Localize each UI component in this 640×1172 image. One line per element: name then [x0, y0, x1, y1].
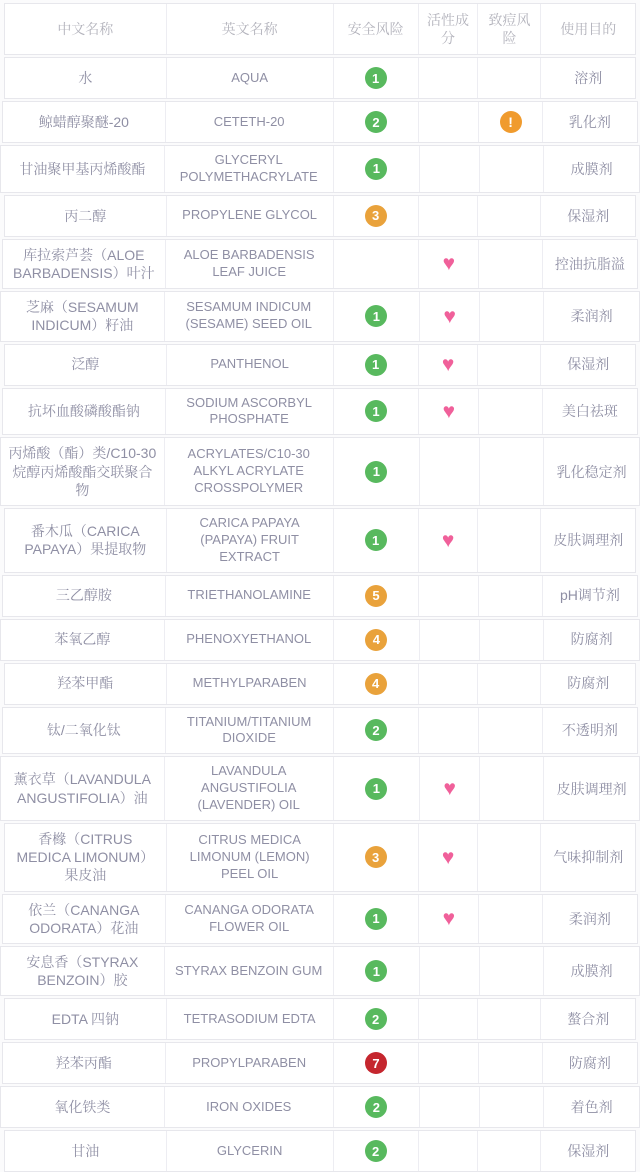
cell-chinese-name: 芝麻（SESAMUM INDICUM）籽油 [25, 299, 139, 334]
warning-exclamation-icon: ! [500, 111, 522, 133]
ingredient-row[interactable] [2, 894, 638, 944]
cell-chinese-name: 安息香（STYRAX BENZOIN）胶 [26, 953, 139, 989]
cell-active-ingredient [418, 576, 478, 616]
cell-chinese-name: 苯氧乙醇 [54, 631, 111, 648]
cell-acne-risk [478, 102, 541, 142]
ingredient-row[interactable] [4, 663, 636, 705]
cell-active-ingredient [418, 708, 478, 754]
cell-chinese-name: 丙烯酸（酯）类/C10-30 烷醇丙烯酸酯交联聚合物 [8, 445, 157, 498]
cell-english-name: SESAMUM INDICUM (SESAME) SEED OIL [164, 292, 333, 340]
ingredient-row[interactable] [4, 998, 636, 1040]
cell-active-ingredient [418, 509, 478, 572]
cell-acne-risk [477, 824, 540, 891]
cell-acne-risk [477, 196, 540, 236]
cell-acne-risk [478, 240, 541, 288]
cell-active-ingredient [418, 58, 478, 98]
cell-chinese-name: 钛/二氧化钛 [46, 722, 121, 739]
cell-english-name: STYRAX BENZOIN GUM [164, 947, 333, 995]
ingredient-row[interactable] [4, 57, 636, 99]
cell-usage-purpose: 防腐剂 [543, 620, 639, 660]
safety-risk-badge: 1 [365, 960, 387, 982]
safety-risk-badge: 1 [365, 158, 387, 180]
cell-chinese-name: 羟苯丙酯 [55, 1055, 112, 1072]
cell-acne-risk [478, 389, 541, 435]
header-safety-risk: 安全风险 [333, 4, 418, 54]
cell-acne-risk [479, 757, 543, 820]
cell-acne-risk [479, 292, 543, 340]
ingredient-row[interactable] [0, 946, 640, 996]
safety-risk-badge: 1 [365, 778, 387, 800]
table-header-row [4, 3, 636, 55]
cell-safety-risk [333, 509, 418, 572]
cell-active-ingredient [419, 438, 480, 505]
cell-acne-risk [478, 576, 541, 616]
cell-active-ingredient [418, 999, 478, 1039]
cell-safety-risk [333, 824, 418, 891]
cell-english-name: AQUA [166, 58, 333, 98]
cell-usage-purpose: 成膜剂 [543, 947, 639, 995]
cell-usage-purpose: 溶剂 [540, 58, 635, 98]
ingredient-row[interactable] [2, 101, 638, 143]
header-active-ingredient: 活性成分 [418, 4, 478, 54]
cell-usage-purpose: 保湿剂 [540, 196, 635, 236]
cell-active-ingredient [418, 1131, 478, 1171]
cell-safety-risk [333, 664, 418, 704]
cell-safety-risk [333, 1131, 418, 1171]
cell-safety-risk [333, 438, 419, 505]
cell-english-name: PROPYLENE GLYCOL [166, 196, 333, 236]
cell-acne-risk [478, 708, 541, 754]
cell-safety-risk [333, 1043, 419, 1083]
cell-english-name: SODIUM ASCORBYL PHOSPHATE [165, 389, 333, 435]
ingredient-row[interactable] [0, 756, 640, 821]
cell-active-ingredient [418, 240, 478, 288]
cell-english-name: TITANIUM/TITANIUM DIOXIDE [165, 708, 333, 754]
heart-icon: ♥ [442, 252, 456, 276]
cell-usage-purpose: 柔润剂 [543, 292, 639, 340]
cell-active-ingredient [419, 947, 480, 995]
cell-chinese-name: 抗坏血酸磷酸酯钠 [27, 403, 140, 420]
safety-risk-badge: 2 [365, 1096, 387, 1118]
cell-usage-purpose: 防腐剂 [542, 1043, 637, 1083]
safety-risk-badge: 1 [365, 67, 387, 89]
cell-acne-risk [477, 58, 540, 98]
cell-active-ingredient [419, 1087, 480, 1127]
safety-risk-badge: 1 [365, 354, 387, 376]
cell-chinese-name: 鲸蜡醇聚醚-20 [38, 113, 129, 130]
safety-risk-badge: 1 [365, 400, 387, 422]
cell-active-ingredient [419, 620, 480, 660]
cell-safety-risk [333, 196, 418, 236]
ingredient-row[interactable] [0, 437, 640, 506]
cell-english-name: PROPYLPARABEN [165, 1043, 333, 1083]
heart-icon: ♥ [442, 907, 456, 931]
cell-english-name: GLYCERIN [166, 1131, 333, 1171]
cell-acne-risk [477, 999, 540, 1039]
ingredient-row[interactable] [0, 145, 640, 193]
ingredient-row[interactable] [2, 575, 638, 617]
cell-english-name: CANANGA ODORATA FLOWER OIL [165, 895, 333, 943]
header-usage-purpose: 使用目的 [540, 4, 635, 54]
cell-chinese-name: 库拉索芦荟（ALOE BARBADENSIS）叶汁 [13, 246, 155, 281]
cell-acne-risk [478, 895, 541, 943]
cell-active-ingredient [418, 1043, 478, 1083]
heart-icon: ♥ [442, 399, 456, 423]
cell-english-name: TETRASODIUM EDTA [166, 999, 333, 1039]
safety-risk-badge: 1 [365, 461, 387, 483]
cell-safety-risk [333, 389, 419, 435]
cell-chinese-name: 丙二醇 [64, 207, 107, 224]
cell-usage-purpose: 美白祛斑 [542, 389, 637, 435]
safety-risk-badge: 5 [365, 585, 387, 607]
cell-safety-risk [333, 240, 419, 288]
cell-english-name: PHENOXYETHANOL [164, 620, 333, 660]
safety-risk-badge: 2 [365, 1140, 387, 1162]
safety-risk-badge: 4 [365, 629, 387, 651]
cell-active-ingredient [418, 196, 478, 236]
cell-safety-risk [333, 895, 419, 943]
safety-risk-badge: 2 [365, 111, 387, 133]
header-english-name: 英文名称 [166, 4, 333, 54]
cell-chinese-name: 羟苯甲酯 [57, 675, 114, 692]
cell-active-ingredient [418, 102, 478, 142]
cell-chinese-name: 薰衣草（LAVANDULA ANGUSTIFOLIA）油 [13, 771, 151, 806]
ingredient-row[interactable] [2, 239, 638, 289]
cell-safety-risk [333, 708, 419, 754]
cell-english-name: LAVANDULA ANGUSTIFOLIA (LAVENDER) OIL [164, 757, 333, 820]
cell-usage-purpose: 保湿剂 [540, 1131, 635, 1171]
ingredient-row[interactable] [4, 1130, 636, 1172]
cell-safety-risk [333, 757, 419, 820]
ingredient-row[interactable] [4, 508, 636, 573]
cell-safety-risk [333, 620, 419, 660]
cell-safety-risk [333, 947, 419, 995]
heart-icon: ♥ [441, 845, 455, 869]
cell-english-name: CARICA PAPAYA (PAPAYA) FRUIT EXTRACT [166, 509, 333, 572]
ingredient-row[interactable] [4, 823, 636, 892]
safety-risk-badge: 7 [365, 1052, 387, 1074]
cell-chinese-name: 甘油聚甲基丙烯酸酯 [19, 160, 146, 177]
cell-chinese-name: 香橼（CITRUS MEDICA LIMONUM）果皮油 [16, 831, 155, 884]
cell-chinese-name: 泛醇 [71, 356, 100, 373]
cell-chinese-name: 三乙醇胺 [55, 587, 112, 604]
cell-acne-risk [479, 620, 543, 660]
cell-chinese-name: EDTA 四钠 [51, 1011, 120, 1028]
header-acne-risk: 致痘风险 [477, 4, 540, 54]
cell-active-ingredient [418, 389, 478, 435]
cell-english-name: METHYLPARABEN [166, 664, 333, 704]
ingredient-row[interactable] [4, 195, 636, 237]
cell-safety-risk [333, 999, 418, 1039]
cell-active-ingredient [419, 146, 480, 192]
cell-acne-risk [477, 664, 540, 704]
ingredient-rows [0, 57, 640, 1172]
cell-usage-purpose: 螯合剂 [540, 999, 635, 1039]
ingredient-row[interactable] [0, 619, 640, 661]
safety-risk-badge: 3 [365, 205, 387, 227]
ingredient-row[interactable] [0, 1086, 640, 1128]
cell-english-name: ALOE BARBADENSIS LEAF JUICE [165, 240, 333, 288]
cell-english-name: TRIETHANOLAMINE [165, 576, 333, 616]
cell-safety-risk [333, 345, 418, 385]
cell-english-name: CITRUS MEDICA LIMONUM (LEMON) PEEL OIL [166, 824, 333, 891]
cell-chinese-name: 番木瓜（CARICA PAPAYA）果提取物 [24, 523, 147, 558]
heart-icon: ♥ [441, 353, 455, 377]
header-chinese-name: 中文名称 [57, 20, 114, 37]
ingredient-row[interactable] [2, 1042, 638, 1084]
safety-risk-badge: 3 [365, 846, 387, 868]
cell-usage-purpose: 乳化稳定剂 [543, 438, 639, 505]
cell-active-ingredient [419, 292, 480, 340]
cell-chinese-name: 甘油 [71, 1143, 100, 1160]
cell-english-name: IRON OXIDES [164, 1087, 333, 1127]
cell-safety-risk [333, 576, 419, 616]
cell-usage-purpose: 着色剂 [543, 1087, 639, 1127]
cell-usage-purpose: 皮肤调理剂 [543, 757, 639, 820]
heart-icon: ♥ [441, 528, 455, 552]
cell-english-name: ACRYLATES/C10-30 ALKYL ACRYLATE CROSSPOLYMER [164, 438, 333, 505]
cell-acne-risk [479, 146, 543, 192]
cell-usage-purpose: 保湿剂 [540, 345, 635, 385]
cell-chinese-name: 依兰（CANANGA ODORATA）花油 [28, 901, 140, 936]
cell-active-ingredient [418, 664, 478, 704]
cell-acne-risk [479, 1087, 543, 1127]
cell-safety-risk [333, 58, 418, 98]
cell-active-ingredient [418, 895, 478, 943]
ingredient-row[interactable] [2, 388, 638, 436]
safety-risk-badge: 2 [365, 719, 387, 741]
cell-acne-risk [477, 345, 540, 385]
cell-safety-risk [333, 292, 419, 340]
cell-safety-risk [333, 146, 419, 192]
cell-chinese-name: 氧化铁类 [54, 1099, 111, 1116]
ingredient-row[interactable] [2, 707, 638, 755]
cell-english-name: CETETH-20 [165, 102, 333, 142]
safety-risk-badge: 4 [365, 673, 387, 695]
cell-acne-risk [477, 509, 540, 572]
safety-risk-badge: 2 [365, 1008, 387, 1030]
cell-english-name: GLYCERYL POLYMETHACRYLATE [164, 146, 333, 192]
safety-risk-badge: 1 [365, 908, 387, 930]
cell-safety-risk [333, 1087, 419, 1127]
heart-icon: ♥ [443, 777, 456, 801]
ingredient-row[interactable] [0, 291, 640, 341]
cell-chinese-name: 水 [78, 69, 93, 86]
cell-active-ingredient [418, 824, 478, 891]
cell-usage-purpose: pH调节剂 [542, 576, 637, 616]
cell-usage-purpose: 皮肤调理剂 [540, 509, 635, 572]
cell-active-ingredient [419, 757, 480, 820]
cell-safety-risk [333, 102, 419, 142]
ingredient-row[interactable] [4, 344, 636, 386]
cell-usage-purpose: 成膜剂 [543, 146, 639, 192]
cell-acne-risk [477, 1131, 540, 1171]
safety-risk-badge: 1 [365, 529, 387, 551]
cell-usage-purpose: 气味抑制剂 [540, 824, 635, 891]
cell-acne-risk [479, 947, 543, 995]
heart-icon: ♥ [443, 304, 456, 328]
cell-usage-purpose: 柔润剂 [542, 895, 637, 943]
cell-active-ingredient [418, 345, 478, 385]
cell-acne-risk [478, 1043, 541, 1083]
cell-acne-risk [479, 438, 543, 505]
safety-risk-badge: 1 [365, 305, 387, 327]
cell-usage-purpose: 乳化剂 [542, 102, 637, 142]
cell-usage-purpose: 控油抗脂溢 [542, 240, 637, 288]
cell-usage-purpose: 防腐剂 [540, 664, 635, 704]
cell-english-name: PANTHENOL [166, 345, 333, 385]
cell-usage-purpose: 不透明剂 [542, 708, 637, 754]
